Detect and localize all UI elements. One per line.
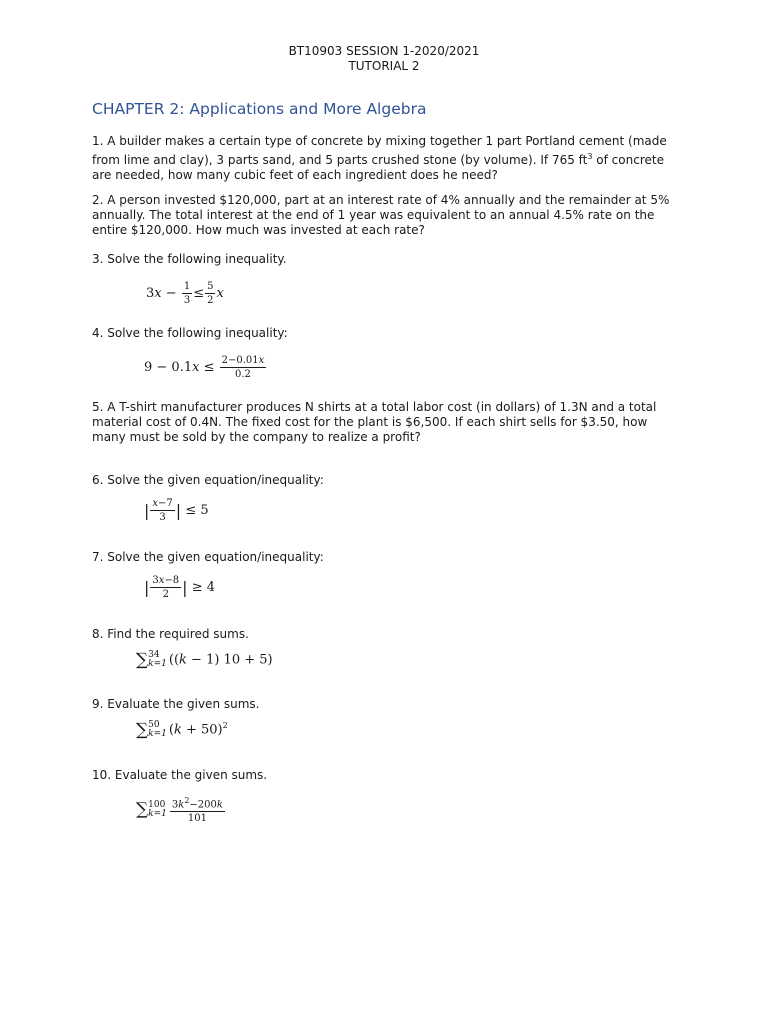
question-9: 9. Evaluate the given sums.	[92, 697, 260, 711]
q10-fraction: $\frac{3k^2-200k}{101}$	[171, 796, 223, 825]
chapter-title: CHAPTER 2: Applications and More Algebra	[92, 100, 427, 118]
q6-fraction: $\frac{x-7}{3}$	[152, 498, 173, 523]
question-1: 1. A builder makes a certain type of concrete by mixing together 1 part Portland cement (made from lime and clay), 3 parts sand, and 5 parts crushed stone (by volume). If 765 $ft^3$ of concrete are needed, how many cubic feet of each ingredient does he need?	[92, 134, 667, 182]
question-7: 7. Solve the given equation/inequality:	[92, 550, 324, 564]
question-4: 4. Solve the following inequality:	[92, 326, 288, 340]
question-10: 10. Evaluate the given sums.	[92, 768, 268, 782]
q3-inequality: 3x − $\frac{1}{3}$ ≤ $\frac{5}{2}$ x	[146, 281, 224, 306]
q4-inequality: 9 − 0.1x ≤ $\frac{2-0.01x}{0.2}$	[144, 355, 265, 380]
q6-absolute-inequality: | $\frac{x-7}{3}$ | ≤ 5	[144, 498, 209, 523]
question-3: 3. Solve the following inequality.	[92, 252, 287, 266]
q7-absolute-inequality: | $\frac{3x-8}{2}$ | ≥ 4	[144, 575, 215, 600]
question-5: 5. A T-shirt manufacturer produces N shirts at a total labor cost (in dollars) of 1.3N and a total material cost of 0.4N. The fixed cost for the plant is $6,500. If each shirt sells for $3.50, how many must be sold by the company to realize a profit?	[92, 400, 657, 444]
q4-fraction: $\frac{2-0.01x}{0.2}$	[221, 355, 265, 380]
question-2: 2. A person invested $120,000, part at an interest rate of 4% annually and the remainder at 5% annually. The total interest at the end of 1 year was equivalent to an annual 4.5% rate on the entire $120,000. How much was invested at each rate?	[92, 193, 670, 237]
q3-fraction-2: $\frac{5}{2}$	[207, 281, 214, 306]
cubic-superscript: 3	[587, 152, 593, 161]
q10-summation: ∑ 100 k=1 $\frac{3k^2-200k}{101}$	[136, 796, 223, 825]
question-8: 8. Find the required sums.	[92, 627, 249, 641]
course-code: BT10903 SESSION 1-2020/2021	[288, 44, 480, 58]
course-header	[0, 44, 768, 74]
q3-fraction-1: $\frac{1}{3}$	[183, 281, 191, 306]
q9-summation: ∑ 50 k=1 $(k + 50)^2$	[136, 720, 228, 740]
tutorial-number: TUTORIAL 2	[348, 59, 420, 73]
q7-fraction: $\frac{3x-8}{2}$	[152, 575, 180, 600]
question-6: 6. Solve the given equation/inequality:	[92, 473, 324, 487]
q8-summation: ∑ 34 k=1 ((k − 1) 10 + 5)	[136, 650, 273, 670]
